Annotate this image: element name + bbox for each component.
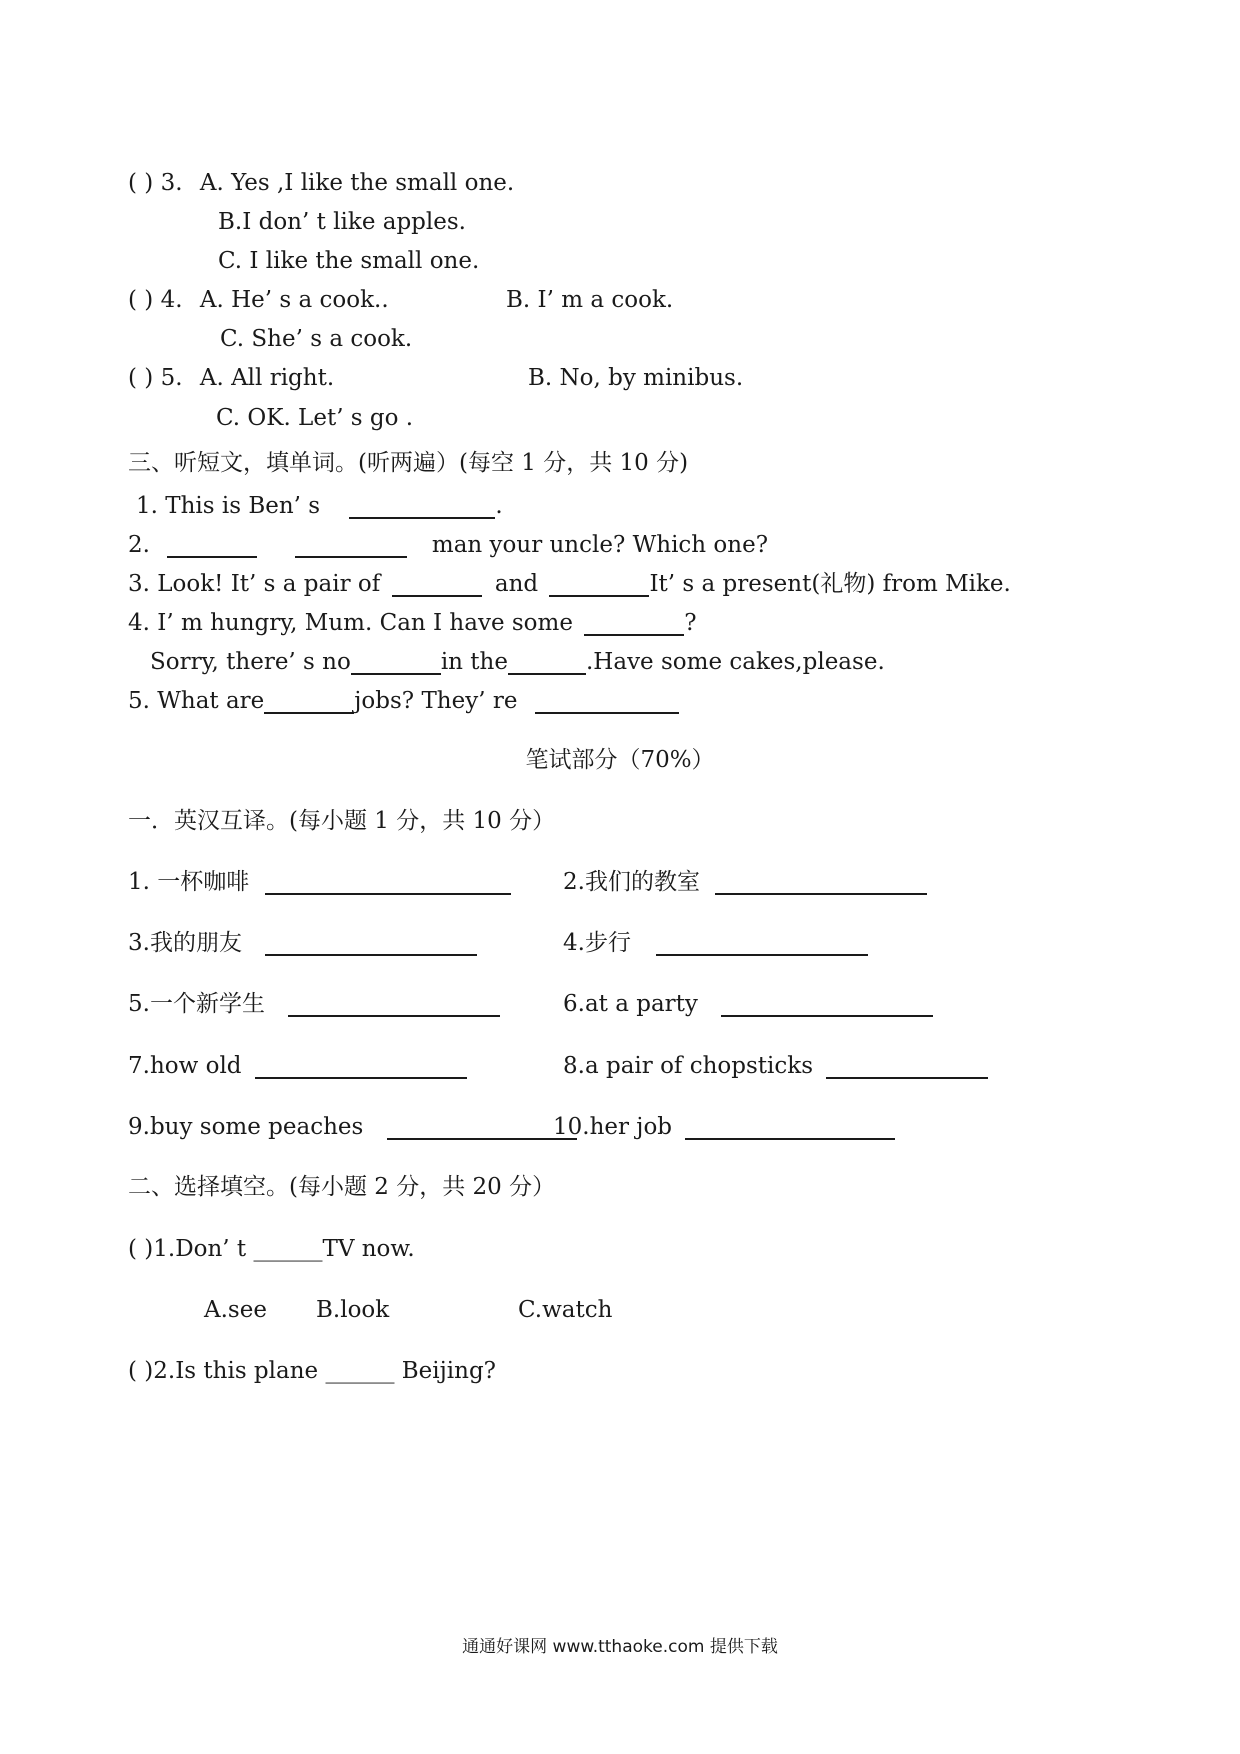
answer-blank[interactable] xyxy=(685,1116,895,1140)
fill-text: jobs? They’ re xyxy=(354,688,518,714)
fill-text: in the xyxy=(440,649,508,675)
footer-credit: 通通好课网 www.tthaoke.com 提供下载 xyxy=(462,1637,778,1657)
item-text: 2.我们的教室 xyxy=(563,869,700,895)
answer-blank[interactable] xyxy=(265,871,511,895)
answer-blank[interactable] xyxy=(826,1055,988,1079)
part-2-title: 二、选择填空。(每小题 2 分，共 20 分） xyxy=(128,1174,556,1200)
answer-bracket: ( ) xyxy=(128,365,154,391)
fill-line-5 xyxy=(128,686,679,716)
choice-question-1 xyxy=(128,1234,415,1264)
translate-item-1 xyxy=(128,867,511,897)
fill-text: 2. xyxy=(128,532,150,558)
choice-question-1-option-b: B.look xyxy=(316,1297,390,1323)
translate-item-5 xyxy=(128,989,500,1019)
fill-text: It’ s a present(礼物) from Mike. xyxy=(649,571,1011,597)
answer-blank[interactable] xyxy=(656,932,868,956)
translate-item-6 xyxy=(563,989,933,1019)
item-text: 8.a pair of chopsticks xyxy=(563,1053,814,1079)
fill-text: Sorry, there’ s no xyxy=(150,649,351,675)
fill-text: and xyxy=(494,571,539,597)
item-text: 6.at a party xyxy=(563,991,698,1017)
option-a: A. All right. xyxy=(199,365,335,391)
written-section-heading: 笔试部分（70%） xyxy=(525,747,715,773)
choice-question-1-option-a: A.see xyxy=(204,1297,267,1323)
answer-bracket[interactable]: ( ) xyxy=(128,1236,154,1262)
question-4 xyxy=(128,285,389,315)
fill-text: 3. Look! It’ s a pair of xyxy=(128,571,381,597)
fill-line-3 xyxy=(128,569,1011,599)
item-text: 9.buy some peaches xyxy=(128,1114,364,1140)
question-3-option-b: B.I don’ t like apples. xyxy=(218,209,466,235)
item-text: 7.how old xyxy=(128,1053,242,1079)
question-text: 1.Don’ t ______TV now. xyxy=(153,1236,415,1262)
answer-blank[interactable] xyxy=(295,534,407,558)
answer-blank[interactable] xyxy=(721,993,933,1017)
answer-blank[interactable] xyxy=(349,495,495,519)
item-text: 4.步行 xyxy=(563,930,631,956)
fill-text: man your uncle? Which one? xyxy=(431,532,769,558)
answer-bracket[interactable]: ( ) xyxy=(128,1358,154,1384)
item-text: 1. 一杯咖啡 xyxy=(128,869,250,895)
item-text: 3.我的朋友 xyxy=(128,930,242,956)
fill-text: . xyxy=(495,493,503,519)
translate-item-4 xyxy=(563,928,868,958)
question-5 xyxy=(128,363,334,393)
question-4-option-b: B. I’ m a cook. xyxy=(506,287,674,313)
question-number: 5. xyxy=(160,365,183,391)
answer-blank[interactable] xyxy=(264,690,354,714)
question-5-option-c: C. OK. Let’ s go . xyxy=(216,405,414,431)
item-text: 5.一个新学生 xyxy=(128,991,265,1017)
answer-blank[interactable] xyxy=(549,573,649,597)
translate-item-9 xyxy=(128,1112,577,1142)
choice-question-2 xyxy=(128,1356,496,1386)
fill-text: 5. What are xyxy=(128,688,265,714)
question-5-option-b: B. No, by minibus. xyxy=(528,365,744,391)
fill-line-4 xyxy=(128,608,697,638)
item-text: 10.her job xyxy=(553,1114,673,1140)
answer-bracket: ( ) xyxy=(128,287,154,313)
translate-item-2 xyxy=(563,867,927,897)
answer-blank[interactable] xyxy=(255,1055,467,1079)
fill-text: .Have some cakes,please. xyxy=(585,649,885,675)
fill-text: ? xyxy=(684,610,697,636)
option-a: A. Yes ,I like the small one. xyxy=(199,170,515,196)
fill-text: 1. This is Ben’ s xyxy=(136,493,321,519)
answer-blank[interactable] xyxy=(535,690,679,714)
answer-blank[interactable] xyxy=(584,612,684,636)
translate-item-10 xyxy=(553,1112,895,1142)
question-number: 3. xyxy=(160,170,183,196)
answer-blank[interactable] xyxy=(387,1116,577,1140)
question-text: 2.Is this plane ______ Beijing? xyxy=(153,1358,496,1384)
translate-item-8 xyxy=(563,1051,988,1081)
option-a: A. He’ s a cook.. xyxy=(199,287,389,313)
answer-blank[interactable] xyxy=(167,534,257,558)
answer-blank[interactable] xyxy=(392,573,482,597)
choice-question-1-option-c: C.watch xyxy=(518,1297,613,1323)
fill-line-1 xyxy=(136,491,503,521)
question-3 xyxy=(128,168,514,198)
answer-blank[interactable] xyxy=(508,651,586,675)
question-3-option-c: C. I like the small one. xyxy=(218,248,480,274)
fill-line-2 xyxy=(128,530,768,560)
part-1-title: 一．英汉互译。(每小题 1 分，共 10 分） xyxy=(128,808,556,834)
answer-blank[interactable] xyxy=(351,651,441,675)
translate-item-7 xyxy=(128,1051,467,1081)
fill-text: 4. I’ m hungry, Mum. Can I have some xyxy=(128,610,573,636)
answer-blank[interactable] xyxy=(288,993,500,1017)
answer-blank[interactable] xyxy=(265,932,477,956)
fill-line-4b xyxy=(150,647,885,677)
answer-bracket: ( ) xyxy=(128,170,154,196)
section-3-title: 三、听短文，填单词。(听两遍）(每空 1 分，共 10 分) xyxy=(128,450,689,476)
question-4-option-c: C. She’ s a cook. xyxy=(220,326,413,352)
answer-blank[interactable] xyxy=(715,871,927,895)
translate-item-3 xyxy=(128,928,477,958)
question-number: 4. xyxy=(160,287,183,313)
